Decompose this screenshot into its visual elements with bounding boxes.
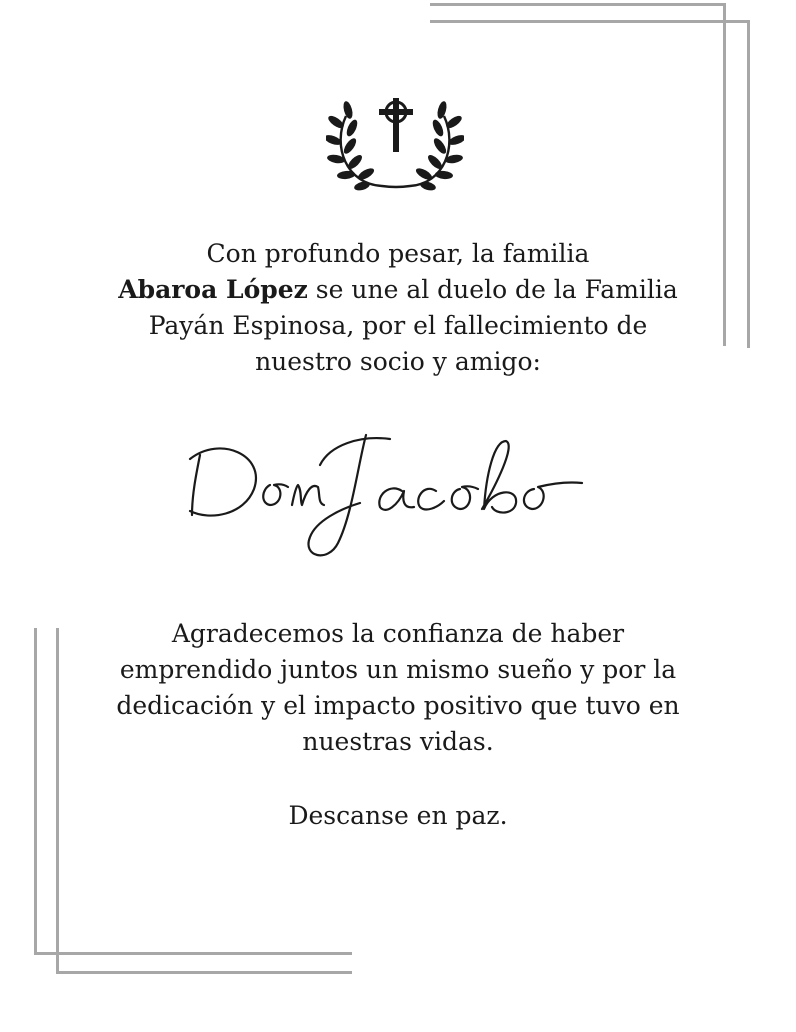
thanks-line-4: nuestras vidas. [302, 727, 494, 756]
frame-bottom-left-inner-horizontal [56, 971, 352, 974]
intro-line-2 [90, 272, 706, 308]
frame-top-right-outer-vertical [723, 3, 726, 346]
thanks-line-2: emprendido juntos un mismo sueño y por la [119, 655, 677, 684]
intro-line-3: Payán Espinosa, por el fallecimiento de [148, 311, 648, 340]
frame-top-right-inner-vertical [747, 20, 750, 348]
thanks-line-3: dedicación y el impacto positivo que tuvo en [116, 691, 680, 720]
frame-bottom-left-outer-horizontal [34, 952, 352, 955]
thanks-line-1: Agradecemos la confianza de haber [171, 619, 625, 648]
intro-line-1: Con profundo pesar, la familia [206, 239, 590, 268]
thanks-paragraph [80, 616, 716, 760]
deceased-name-script [170, 425, 610, 565]
intro-line-2-rest: se une al duelo de la Familia [307, 275, 678, 304]
cross-with-laurel-wreath-icon [326, 96, 464, 196]
intro-line-4: nuestro socio y amigo: [255, 347, 541, 376]
closing-line: Descanse en paz. [288, 801, 508, 830]
frame-top-right-inner-horizontal [430, 20, 750, 23]
frame-bottom-left-inner-vertical [56, 628, 59, 974]
family-name: Abaroa López [118, 275, 308, 304]
frame-top-right-outer-horizontal [430, 3, 726, 6]
frame-bottom-left-outer-vertical [34, 628, 37, 955]
intro-paragraph [90, 236, 706, 380]
